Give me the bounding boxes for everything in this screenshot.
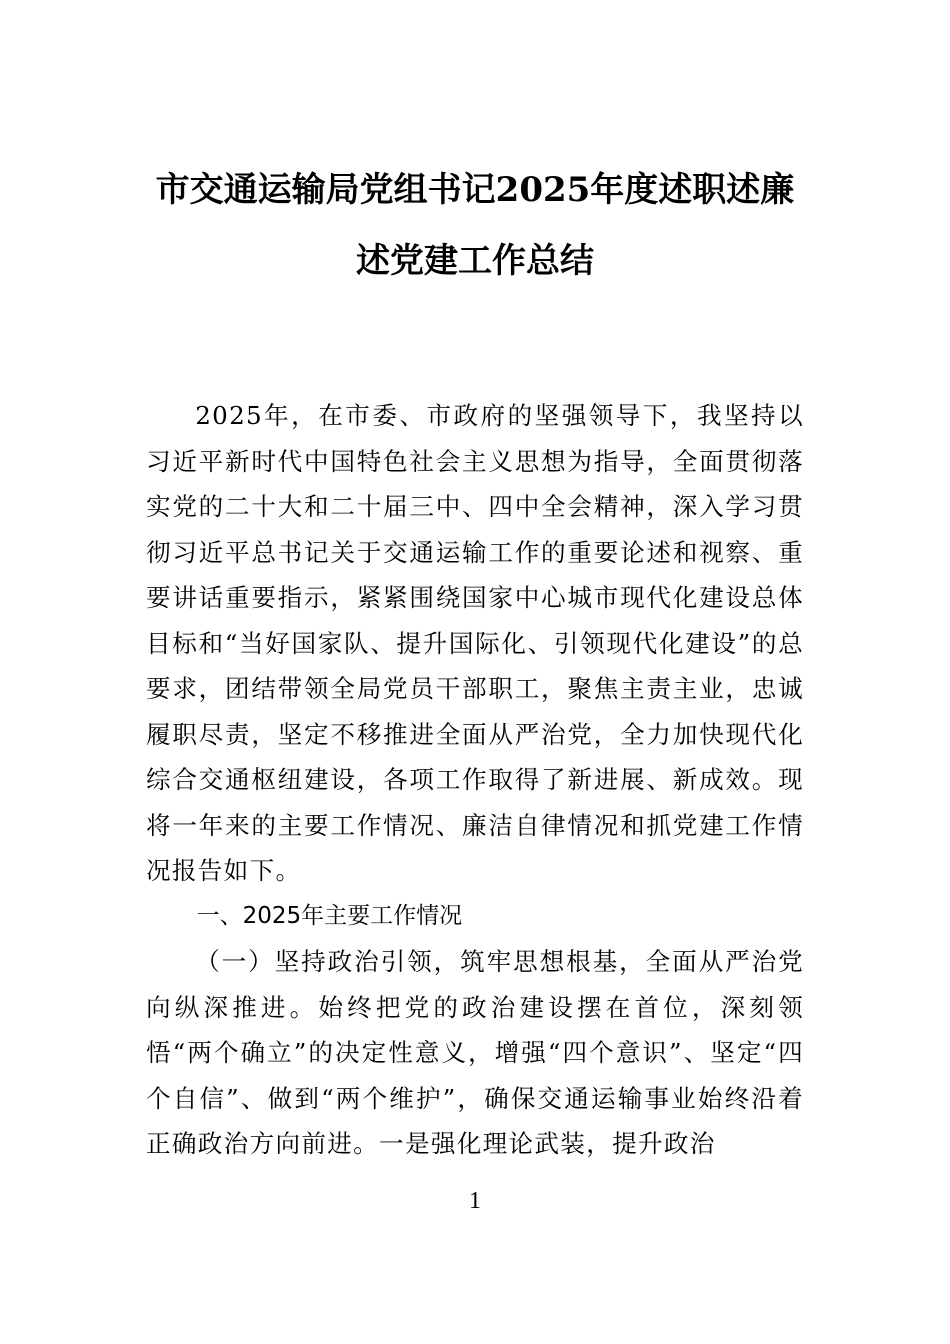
page-number: 1 bbox=[469, 1188, 481, 1214]
document-body bbox=[146, 393, 804, 1167]
section-paragraph: （一）坚持政治引领，筑牢思想根基，全面从严治党向纵深推进。始终把党的政治建设摆在首位，深刻领悟“两个确立”的决定性意义，增强“四个意识”、坚定“四个自信”、做到“两个维护”，确保交通运输事业始终沿着正确政治方向前进。一是强化理论武装，提升政治 bbox=[146, 947, 804, 1158]
document-title-line-2: 述党建工作总结 bbox=[356, 241, 594, 281]
section-heading: 一、2025年主要工作情况 bbox=[196, 902, 463, 929]
document-title-line-1: 市交通运输局党组书记2025年度述职述廉 bbox=[155, 170, 795, 210]
intro-paragraph: 2025年，在市委、市政府的坚强领导下，我坚持以习近平新时代中国特色社会主义思想为指导，全面贯彻落实党的二十大和二十届三中、四中全会精神，深入学习贯彻习近平总书记关于交通运输工作的重要论述和视察、重要讲话重要指示，紧紧围绕国家中心城市现代化建设总体目标和“当好国家队、提升国际化、引领现代化建设”的总要求，团结带领全局党员干部职工，聚焦主责主业，忠诚履职尽责，坚定不移推进全面从严治党，全力加快现代化综合交通枢纽建设，各项工作取得了新进展、新成效。现将一年来的主要工作情况、廉洁自律情况和抓党建工作情况报告如下。 bbox=[146, 401, 804, 885]
